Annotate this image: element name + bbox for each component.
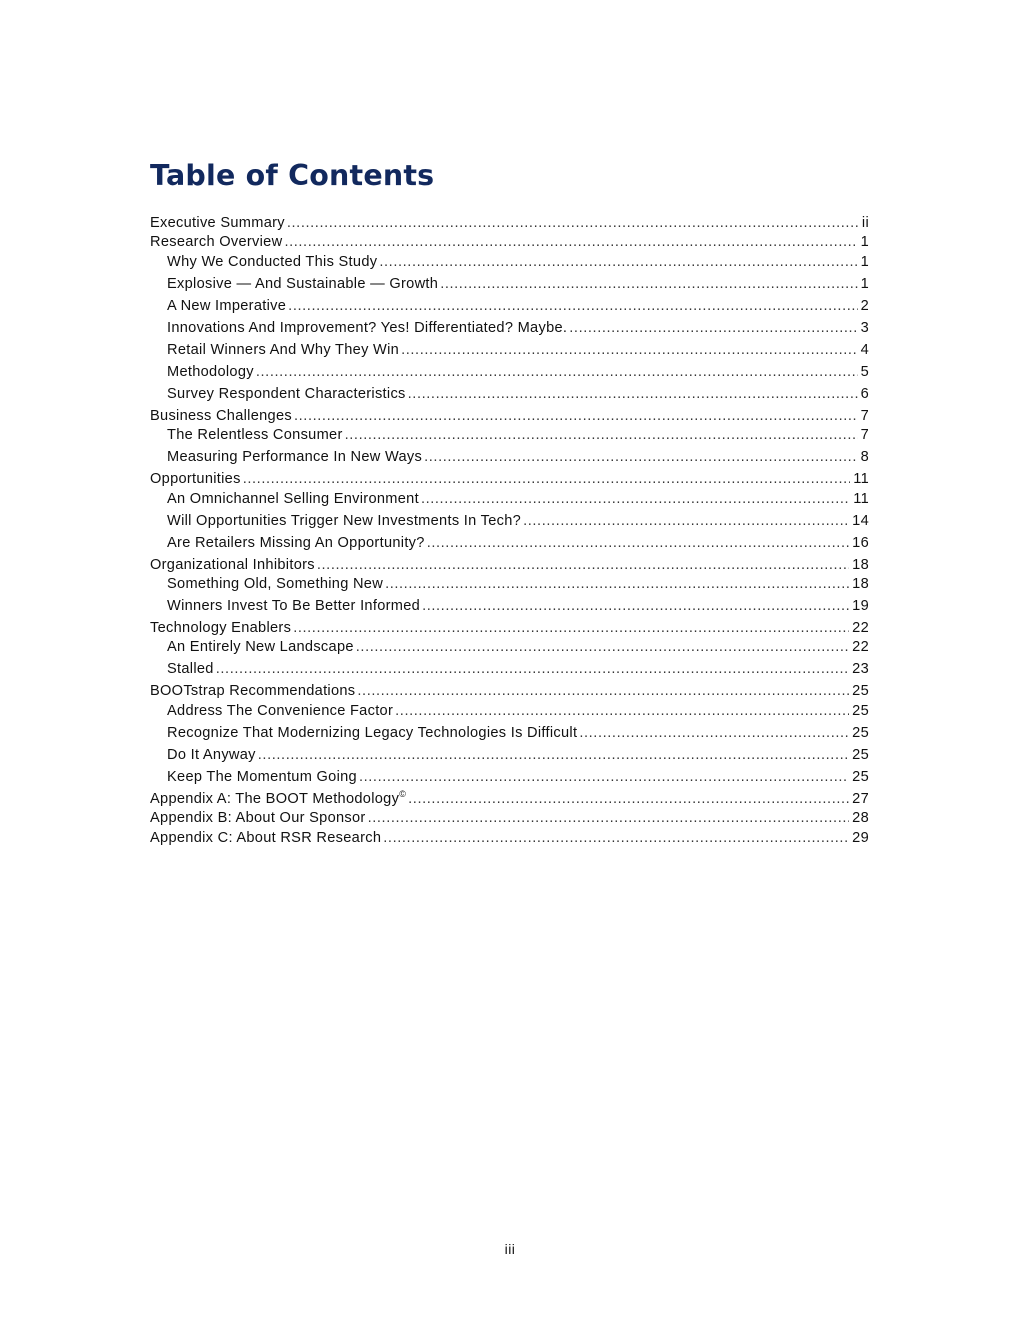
toc-entry-label bbox=[150, 214, 285, 232]
toc-entry-label bbox=[167, 319, 567, 337]
toc-entry-section[interactable] bbox=[150, 619, 869, 638]
dot-leader bbox=[356, 638, 849, 656]
toc-entry-page-number: 1 bbox=[860, 234, 869, 251]
toc-entry-page-number: 25 bbox=[852, 724, 869, 741]
toc-entry-section[interactable] bbox=[150, 829, 869, 848]
toc-entry-section[interactable] bbox=[150, 790, 869, 809]
dot-leader bbox=[317, 556, 849, 574]
toc-entry-section[interactable] bbox=[150, 682, 869, 701]
toc-entry-title: Innovations And Improvement? Yes! Differentiated? Maybe. bbox=[167, 319, 568, 336]
toc-entry-subsection[interactable] bbox=[150, 363, 869, 385]
toc-entry-label bbox=[167, 724, 577, 742]
toc-entry-title: Explosive — And Sustainable — Growth bbox=[167, 275, 439, 292]
toc-entry-subsection[interactable] bbox=[150, 319, 869, 341]
dot-leader bbox=[523, 512, 849, 530]
toc-entry-title: An Omnichannel Selling Environment bbox=[167, 490, 419, 507]
toc-entry-page-number: 14 bbox=[852, 512, 869, 529]
toc-entry-title: Executive Summary bbox=[150, 215, 285, 231]
copyright-mark: © bbox=[399, 788, 407, 799]
toc-entry-title: Survey Respondent Characteristics bbox=[167, 385, 406, 402]
toc-entry-label bbox=[167, 575, 383, 593]
toc-entry-title: Recognize That Modernizing Legacy Technologies Is Difficult bbox=[167, 724, 578, 741]
toc-entry-label bbox=[150, 233, 282, 251]
toc-entry-title: Technology Enablers bbox=[150, 619, 292, 636]
toc-entry-title: Measuring Performance In New Ways bbox=[167, 449, 423, 466]
dot-leader bbox=[294, 407, 858, 425]
toc-entry-title: BOOTstrap Recommendations bbox=[150, 683, 356, 700]
toc-entry-title: Organizational Inhibitors bbox=[150, 556, 315, 573]
toc-entry-subsection[interactable] bbox=[150, 597, 869, 619]
toc-entry-page-number: 23 bbox=[852, 661, 869, 678]
toc-entry-title: Are Retailers Missing An Opportunity? bbox=[167, 534, 425, 551]
dot-leader bbox=[408, 790, 849, 808]
toc-entry-page-number: ii bbox=[861, 215, 869, 231]
toc-entry-label bbox=[150, 790, 406, 808]
toc-entry-label bbox=[167, 363, 254, 381]
toc-entry-label bbox=[167, 534, 425, 552]
dot-leader bbox=[421, 490, 850, 508]
toc-entry-title: Appendix B: About Our Sponsor bbox=[150, 810, 366, 827]
toc-entry-page-number: 16 bbox=[852, 534, 869, 551]
dot-leader bbox=[385, 575, 849, 593]
toc-entry-label bbox=[167, 746, 256, 764]
toc-entry-page-number: 4 bbox=[860, 341, 869, 358]
dot-leader bbox=[288, 297, 857, 315]
toc-entry-page-number: 11 bbox=[853, 490, 869, 507]
toc-entry-title: Retail Winners And Why They Win bbox=[167, 341, 400, 358]
toc-entry-label bbox=[150, 619, 291, 637]
toc-entry-label bbox=[150, 682, 355, 700]
toc-entry-title: Why We Conducted This Study bbox=[167, 253, 378, 270]
dot-leader bbox=[345, 426, 858, 444]
dot-leader bbox=[284, 233, 857, 251]
toc-entry-page-number: 11 bbox=[853, 471, 869, 488]
toc-entry-label bbox=[167, 341, 399, 359]
toc-entry-title: The Relentless Consumer bbox=[167, 427, 343, 444]
toc-entry-subsection[interactable] bbox=[150, 575, 869, 597]
dot-leader bbox=[357, 682, 849, 700]
toc-entry-title: Will Opportunities Trigger New Investments In Tech? bbox=[167, 512, 522, 529]
toc-entry-label bbox=[150, 556, 315, 574]
page-number: iii bbox=[504, 1241, 516, 1257]
toc-entry-section[interactable] bbox=[150, 233, 869, 252]
dot-leader bbox=[395, 702, 849, 720]
dot-leader bbox=[408, 385, 858, 403]
toc-entry-subsection[interactable] bbox=[150, 426, 869, 448]
toc-entry-label bbox=[150, 829, 381, 847]
toc-entry-page-number: 7 bbox=[860, 427, 869, 444]
dot-leader bbox=[379, 253, 857, 271]
toc-entry-page-number: 29 bbox=[852, 829, 869, 846]
toc-entry-page-number: 2 bbox=[860, 297, 869, 314]
toc-entry-title: A New Imperative bbox=[167, 297, 287, 314]
toc-entry-label bbox=[167, 597, 420, 615]
toc-entry-page-number: 22 bbox=[852, 619, 869, 636]
toc-entry-subsection[interactable] bbox=[150, 275, 869, 297]
toc-entry-subsection[interactable] bbox=[150, 638, 869, 660]
dot-leader bbox=[258, 746, 849, 764]
toc-entry-subsection[interactable] bbox=[150, 490, 869, 512]
toc-entry-title: Business Challenges bbox=[150, 407, 292, 424]
toc-entry-label bbox=[150, 407, 292, 425]
toc-entry-title: Methodology bbox=[167, 363, 254, 380]
dot-leader bbox=[422, 597, 849, 615]
dot-leader bbox=[440, 275, 857, 293]
toc-entry-label bbox=[167, 490, 419, 508]
toc-entry-page-number: 1 bbox=[860, 275, 869, 292]
dot-leader bbox=[243, 470, 851, 488]
toc-entry-section[interactable] bbox=[150, 809, 869, 828]
toc-entry-subsection[interactable] bbox=[150, 746, 869, 768]
toc-entry-label bbox=[150, 809, 366, 827]
toc-entry-title: Research Overview bbox=[150, 234, 283, 251]
toc-entry-subsection[interactable] bbox=[150, 768, 869, 790]
toc-entry-page-number: 5 bbox=[860, 363, 869, 380]
toc-entry-label bbox=[167, 275, 438, 293]
toc-entry-label bbox=[167, 253, 377, 271]
toc-entry-title: Stalled bbox=[167, 661, 214, 678]
toc-entry-label bbox=[167, 638, 354, 656]
toc-entry-page-number: 25 bbox=[852, 702, 869, 719]
toc-entry-subsection[interactable] bbox=[150, 660, 869, 682]
toc-entry-label bbox=[167, 297, 286, 315]
toc-entry-subsection[interactable] bbox=[150, 448, 869, 470]
toc-entry-label bbox=[167, 512, 521, 530]
dot-leader bbox=[368, 809, 850, 827]
toc-entry-page-number: 27 bbox=[852, 790, 869, 807]
toc-entry-section[interactable] bbox=[150, 214, 869, 233]
toc-entry-subsection[interactable] bbox=[150, 702, 869, 724]
dot-leader bbox=[359, 768, 849, 786]
toc-entry-title: Address The Convenience Factor bbox=[167, 702, 394, 719]
toc-entry-title: Do It Anyway bbox=[167, 746, 256, 763]
toc-entry-page-number: 25 bbox=[852, 746, 869, 763]
toc-entry-section[interactable] bbox=[150, 470, 869, 489]
dot-leader bbox=[293, 619, 849, 637]
toc-entry-page-number: 3 bbox=[860, 319, 869, 336]
toc-entry-title: Keep The Momentum Going bbox=[167, 768, 357, 785]
dot-leader bbox=[401, 341, 858, 359]
toc-entry-title: Something Old, Something New bbox=[167, 575, 384, 592]
toc-entry-page-number: 25 bbox=[852, 683, 869, 700]
dot-leader bbox=[383, 829, 849, 847]
toc-entry-page-number: 28 bbox=[852, 810, 869, 827]
toc-entry-label bbox=[167, 448, 422, 466]
dot-leader bbox=[424, 448, 857, 466]
toc-entry-title: Opportunities bbox=[150, 471, 241, 488]
toc-entry-subsection[interactable] bbox=[150, 297, 869, 319]
page-title: Table of Contents bbox=[150, 159, 435, 192]
toc-entry-label bbox=[167, 660, 214, 678]
dot-leader bbox=[427, 534, 849, 552]
toc-entry-title: An Entirely New Landscape bbox=[167, 639, 354, 656]
toc-entry-page-number: 18 bbox=[852, 575, 869, 592]
toc-entry-title: Appendix A: The BOOT Methodology bbox=[150, 790, 400, 807]
toc-entry-page-number: 22 bbox=[852, 639, 869, 656]
toc-entry-page-number: 25 bbox=[852, 768, 869, 785]
table-of-contents bbox=[150, 214, 869, 848]
toc-entry-section[interactable] bbox=[150, 407, 869, 426]
dot-leader bbox=[216, 660, 849, 678]
toc-entry-label bbox=[167, 426, 343, 444]
toc-entry-label bbox=[167, 768, 357, 786]
toc-entry-subsection[interactable] bbox=[150, 385, 869, 407]
toc-entry-page-number: 19 bbox=[852, 597, 869, 614]
toc-entry-section[interactable] bbox=[150, 556, 869, 575]
toc-entry-page-number: 7 bbox=[860, 407, 869, 424]
toc-entry-title: Winners Invest To Be Better Informed bbox=[167, 597, 421, 614]
toc-entry-subsection[interactable] bbox=[150, 534, 869, 556]
dot-leader bbox=[287, 214, 859, 232]
toc-entry-label bbox=[167, 702, 393, 720]
toc-entry-subsection[interactable] bbox=[150, 253, 869, 275]
toc-entry-subsection[interactable] bbox=[150, 341, 869, 363]
toc-entry-label bbox=[150, 470, 241, 488]
toc-entry-page-number: 18 bbox=[852, 556, 869, 573]
toc-entry-page-number: 6 bbox=[860, 385, 869, 402]
dot-leader bbox=[579, 724, 849, 742]
dot-leader bbox=[256, 363, 858, 381]
toc-entry-subsection[interactable] bbox=[150, 724, 869, 746]
dot-leader bbox=[569, 319, 857, 337]
toc-entry-label bbox=[167, 385, 406, 403]
toc-entry-page-number: 1 bbox=[860, 253, 869, 270]
toc-entry-subsection[interactable] bbox=[150, 512, 869, 534]
toc-entry-title: Appendix C: About RSR Research bbox=[150, 829, 382, 846]
toc-entry-page-number: 8 bbox=[860, 449, 869, 466]
